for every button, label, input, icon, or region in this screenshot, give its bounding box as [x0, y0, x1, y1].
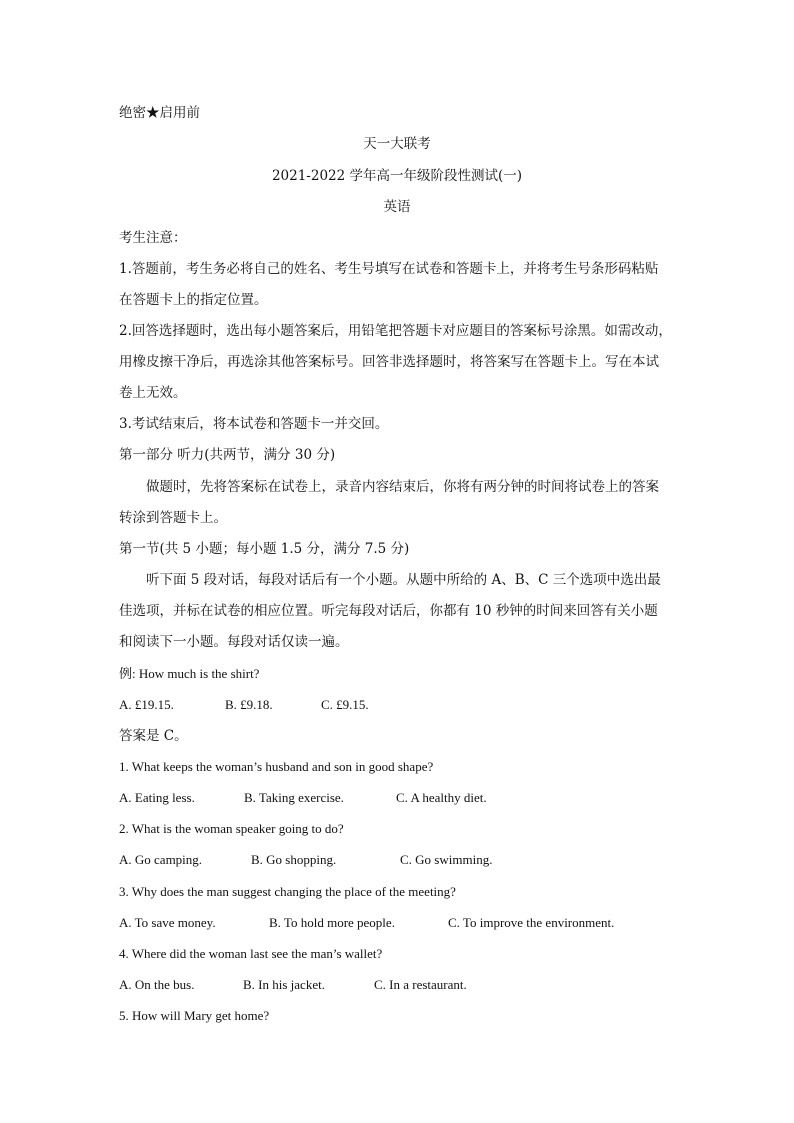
exam-title: 2021-2022 学年高一年级阶段性测试(一) [271, 168, 523, 184]
question-1-options [119, 789, 487, 807]
option-b: B. Go shopping. [251, 852, 337, 867]
question-5: 5. How will Mary get home? [119, 1008, 270, 1023]
notice-line: 在答题卡上的指定位置。 [119, 292, 268, 308]
question-4: 4. Where did the woman last see the man’s wallet? [119, 946, 383, 961]
option-c: C. £9.15. [321, 697, 369, 712]
option-a: A. To save money. [119, 915, 216, 930]
notice-heading: 考生注意： [119, 230, 187, 246]
notice-line: 卷上无效。 [119, 385, 187, 401]
exam-org: 天一大联考 [363, 136, 431, 152]
section1-instruction: 和阅读下一小题。每段对话仅读一遍。 [119, 634, 349, 650]
option-c: C. In a restaurant. [374, 977, 467, 992]
notice-line: 3.考试结束后，将本试卷和答题卡一并交回。 [119, 416, 389, 432]
notice-line: 2.回答选择题时，选出每小题答案后，用铅笔把答题卡对应题目的答案标号涂黑。如需改动， [119, 323, 672, 339]
confidential-label: 绝密★启用前 [119, 105, 200, 121]
question-4-options [119, 976, 467, 994]
notice-line: 用橡皮擦干净后，再选涂其他答案标号。回答非选择题时，将答案写在答题卡上。写在本试 [119, 354, 659, 370]
example-options [119, 696, 369, 714]
subject-title: 英语 [383, 199, 411, 215]
option-b: B. To hold more people. [269, 915, 395, 930]
notice-line: 1.答题前，考生务必将自己的姓名、考生号填写在试卷和答题卡上，并将考生号条形码粘贴 [119, 261, 659, 277]
question-2: 2. What is the woman speaker going to do? [119, 821, 344, 836]
example-answer: 答案是 C。 [119, 728, 188, 744]
option-a: A. Eating less. [119, 790, 195, 805]
question-3: 3. Why does the man suggest changing the place of the meeting? [119, 884, 456, 899]
option-c: C. To improve the environment. [448, 915, 615, 930]
option-b: B. £9.18. [225, 697, 273, 712]
option-a: A. Go camping. [119, 852, 203, 867]
option-b: B. Taking exercise. [244, 790, 344, 805]
option-c: C. A healthy diet. [396, 790, 487, 805]
section1-instruction: 听下面 5 段对话，每段对话后有一个小题。从题中所给的 A、B、C 三个选项中选出最 [146, 572, 661, 588]
section1-title: 第一节(共 5 小题；每小题 1.5 分，满分 7.5 分) [119, 541, 410, 557]
question-3-options [119, 914, 614, 932]
section1-instruction: 佳选项，并标在试卷的相应位置。听完每段对话后，你都有 10 秒钟的时间来回答有关小题 [119, 603, 658, 619]
question-2-options [119, 851, 492, 869]
option-a: A. £19.15. [119, 697, 174, 712]
part1-title: 第一部分 听力(共两节，满分 30 分) [119, 447, 336, 463]
option-b: B. In his jacket. [243, 977, 325, 992]
part1-instruction: 做题时，先将答案标在试卷上，录音内容结束后，你将有两分钟的时间将试卷上的答案 [146, 479, 659, 495]
part1-instruction: 转涂到答题卡上。 [119, 510, 227, 526]
example-question: 例: How much is the shirt? [119, 666, 260, 681]
option-c: C. Go swimming. [400, 852, 493, 867]
option-a: A. On the bus. [119, 977, 195, 992]
question-1: 1. What keeps the woman’s husband and son in good shape? [119, 759, 434, 774]
